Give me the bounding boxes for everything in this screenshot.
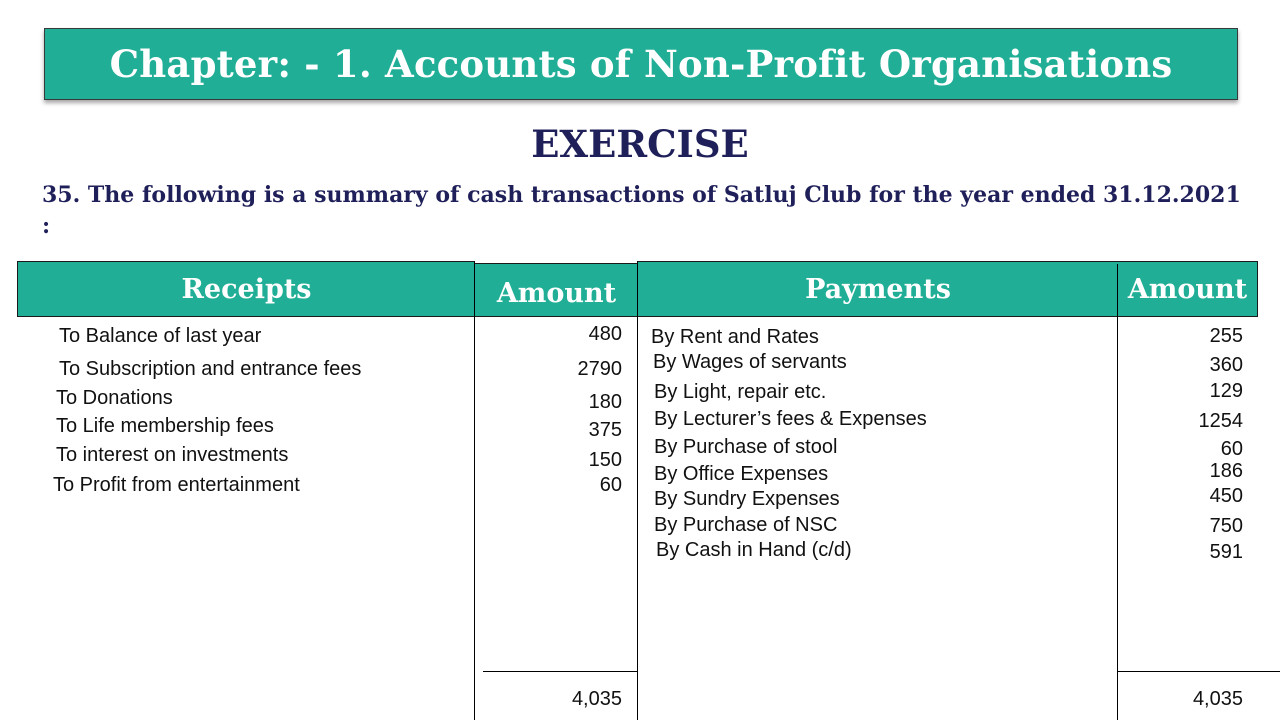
receipt-amount: 375 xyxy=(588,419,622,441)
payment-amount: 591 xyxy=(1209,541,1243,563)
payment-particular: By Light, repair etc. xyxy=(654,381,827,403)
payment-particular: By Lecturer’s fees & Expenses xyxy=(654,408,927,430)
exercise-heading: EXERCISE xyxy=(531,122,749,166)
payment-particular: By Cash in Hand (c/d) xyxy=(656,539,852,561)
payments-total-rule xyxy=(1117,671,1280,672)
payment-amount: 129 xyxy=(1209,380,1243,402)
payment-particular: By Rent and Rates xyxy=(651,326,819,348)
column-divider xyxy=(1117,264,1118,720)
receipts-total-rule xyxy=(483,671,637,672)
payment-particular: By Purchase of NSC xyxy=(654,514,838,536)
payment-amount: 255 xyxy=(1209,325,1243,347)
payment-amount: 750 xyxy=(1209,515,1243,537)
payment-amount: 60 xyxy=(1220,438,1243,460)
receipt-particular: To Profit from entertainment xyxy=(53,474,300,496)
receipts-total: 4,035 xyxy=(571,688,622,710)
column-divider xyxy=(474,261,475,720)
payment-particular: By Office Expenses xyxy=(654,463,829,485)
payments-total: 4,035 xyxy=(1192,688,1243,710)
header-receipts-amount: Amount xyxy=(475,263,638,317)
payment-amount: 1254 xyxy=(1198,410,1243,432)
payment-particular: By Sundry Expenses xyxy=(654,488,840,510)
receipt-amount: 60 xyxy=(599,474,622,496)
receipt-amount: 150 xyxy=(588,449,622,471)
payment-particular: By Purchase of stool xyxy=(654,436,838,458)
receipt-amount: 480 xyxy=(588,323,622,345)
receipt-particular: To Donations xyxy=(56,387,173,409)
payment-particular: By Wages of servants xyxy=(653,351,847,373)
receipt-amount: 180 xyxy=(588,391,622,413)
receipt-particular: To Subscription and entrance fees xyxy=(59,358,362,380)
chapter-title: Chapter: - 1. Accounts of Non-Profit Organisations xyxy=(44,28,1238,100)
payment-amount: 186 xyxy=(1209,460,1243,482)
header-payments: Payments xyxy=(638,261,1118,317)
question-text: 35. The following is a summary of cash transactions of Satluj Club for the year ended 31.12.2021 : xyxy=(42,182,1241,239)
receipt-particular: To Balance of last year xyxy=(59,325,262,347)
header-receipts: Receipts xyxy=(17,261,475,317)
receipt-particular: To Life membership fees xyxy=(56,415,274,437)
payment-amount: 360 xyxy=(1209,354,1243,376)
payment-amount: 450 xyxy=(1209,485,1243,507)
receipt-amount: 2790 xyxy=(577,358,622,380)
header-payments-amount: Amount xyxy=(1118,261,1258,317)
column-divider xyxy=(637,261,638,720)
receipt-particular: To interest on investments xyxy=(56,444,289,466)
